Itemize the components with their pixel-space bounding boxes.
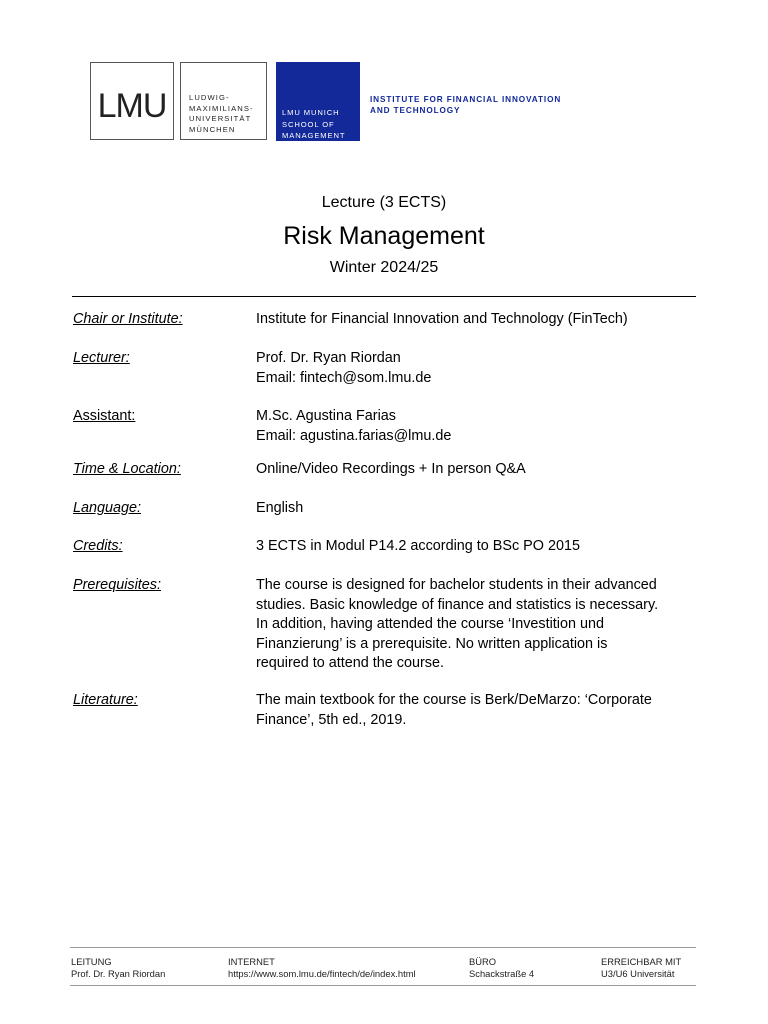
row-value-line: English — [256, 500, 304, 516]
university-line: MÜNCHEN — [189, 124, 236, 134]
footer-leitung — [71, 956, 165, 980]
row-value — [256, 576, 701, 674]
term-label: Winter 2024/25 — [329, 259, 439, 276]
row-label: Time & Location: — [73, 461, 181, 477]
page-title: Risk Management — [283, 222, 485, 250]
lecture-subtitle: Lecture (3 ECTS) — [321, 194, 447, 211]
footer-buero — [469, 956, 534, 980]
row-value-line: Finance’, 5th ed., 2019. — [256, 711, 407, 728]
university-line: UNIVERSITÄT — [189, 114, 252, 123]
footer-internet — [228, 956, 416, 980]
row-value — [256, 349, 701, 388]
row-value-line: required to attend the course. — [256, 655, 444, 671]
row-value — [256, 691, 701, 730]
school-line: LMU MUNICH — [282, 108, 340, 117]
row-label: Language: — [73, 500, 142, 516]
row-label: Lecturer: — [73, 350, 130, 366]
footer-top-rule — [70, 947, 696, 948]
institute-line: AND TECHNOLOGY — [370, 105, 461, 115]
institute-logo — [370, 95, 561, 116]
row-value-line: Online/Video Recordings + In person Q&A — [256, 461, 526, 477]
footer-heading: BÜRO — [469, 956, 497, 967]
row-value — [256, 537, 701, 557]
school-line: SCHOOL OF — [282, 119, 335, 129]
school-of-management-logo — [276, 62, 360, 141]
row-label: Prerequisites: — [73, 577, 161, 593]
row-value — [256, 460, 701, 480]
row-value-line: Institute for Financial Innovation and Technology (FinTech) — [256, 311, 628, 327]
institute-line: INSTITUTE FOR FINANCIAL INNOVATION — [370, 95, 562, 104]
row-value-line: 3 ECTS in Modul P14.2 according to BSc PO 2015 — [256, 538, 580, 554]
row-label: Credits: — [73, 538, 123, 554]
row-value-line: The main textbook for the course is Berk/DeMarzo: ‘Corporate — [256, 692, 652, 708]
lmu-logo — [90, 62, 174, 140]
footer-heading: ERREICHBAR MIT — [601, 956, 682, 967]
school-line: MANAGEMENT — [282, 131, 346, 140]
row-value-line: In addition, having attended the course ‘Investition und — [256, 616, 605, 632]
university-name-logo — [180, 62, 267, 140]
footer-bottom-rule — [70, 985, 696, 986]
row-value — [256, 310, 701, 330]
lecturer-email[interactable]: Email: fintech@som.lmu.de — [256, 369, 432, 386]
row-value-line: Prof. Dr. Ryan Riordan — [256, 350, 401, 366]
lmu-logo-text: LMU — [97, 86, 167, 125]
footer-value: Schackstraße 4 — [469, 968, 535, 979]
row-value-line: studies. Basic knowledge of finance and statistics is necessary. — [256, 596, 659, 613]
header-divider — [72, 296, 696, 297]
footer-value: Prof. Dr. Ryan Riordan — [71, 968, 166, 979]
row-label: Literature: — [73, 692, 138, 708]
footer-heading: LEITUNG — [71, 956, 112, 967]
row-value-line: M.Sc. Agustina Farias — [256, 408, 396, 424]
row-value-line: Finanzierung’ is a prerequisite. No written application is — [256, 635, 608, 652]
university-line: MAXIMILIANS- — [189, 103, 254, 113]
title-block — [0, 193, 768, 278]
footer-website-link[interactable]: https://www.som.lmu.de/fintech/de/index.html — [228, 968, 416, 979]
university-line: LUDWIG- — [189, 93, 230, 102]
footer-heading: INTERNET — [228, 956, 275, 967]
row-label: Assistant: — [73, 408, 136, 424]
row-value — [256, 499, 701, 519]
assistant-email[interactable]: Email: agustina.farias@lmu.de — [256, 427, 452, 444]
footer-erreichbar — [601, 956, 681, 980]
footer-value: U3/U6 Universität — [601, 968, 675, 979]
row-value — [256, 407, 701, 446]
row-value-line: The course is designed for bachelor students in their advanced — [256, 577, 657, 593]
row-label: Chair or Institute: — [73, 311, 183, 327]
